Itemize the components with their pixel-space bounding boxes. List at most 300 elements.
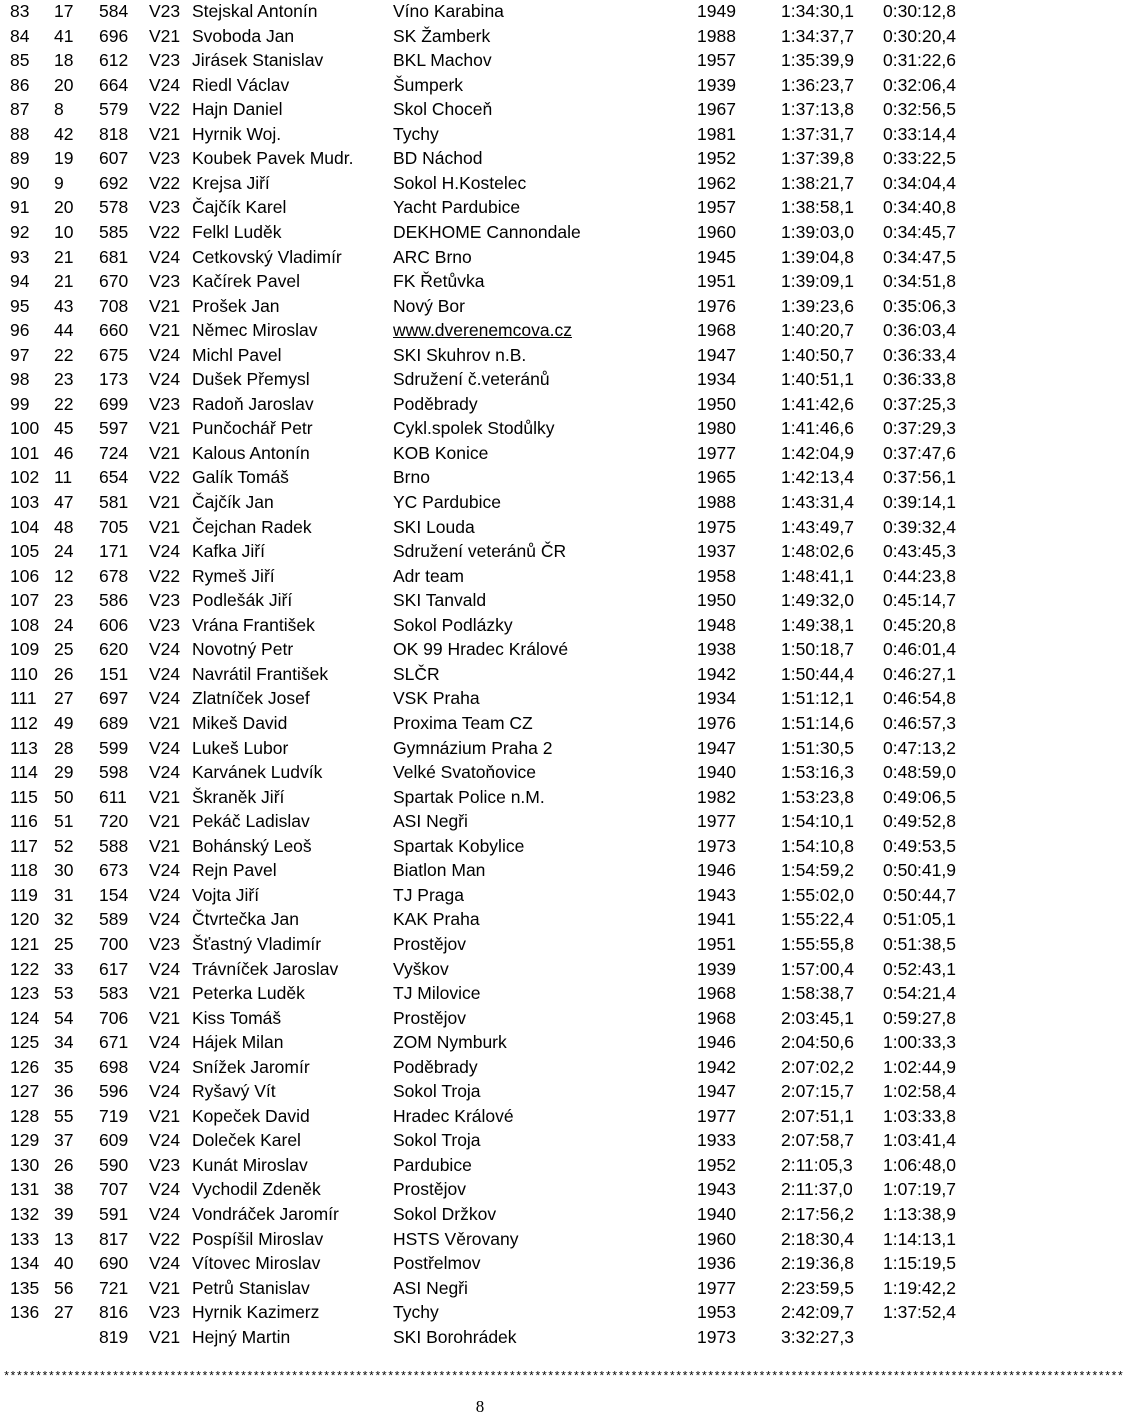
bib-number-cell: 590 — [99, 1154, 129, 1175]
age-category-cell: V24 — [149, 639, 181, 660]
finish-time-cell: 1:41:42,6 — [781, 393, 854, 414]
rank-cell: 131 — [10, 1179, 40, 1200]
age-category-cell: V23 — [149, 590, 181, 611]
finish-time-cell: 1:57:00,4 — [781, 958, 854, 979]
table-row — [0, 737, 960, 761]
rank-cell: 107 — [10, 590, 40, 611]
age-category-cell: V21 — [149, 320, 181, 341]
table-row — [0, 246, 960, 270]
time-behind-cell: 0:34:45,7 — [883, 222, 956, 242]
rank-cell: 91 — [10, 197, 30, 218]
competitor-name-cell: Krejsa Jiří — [192, 172, 270, 193]
birth-year-cell: 1976 — [697, 713, 736, 733]
bib-number-cell: 721 — [99, 1277, 129, 1298]
competitor-name-cell: Pospíšil Miroslav — [192, 1228, 324, 1249]
table-row — [0, 25, 960, 49]
club-cell: OK 99 Hradec Králové — [393, 639, 569, 660]
club-cell: Prostějov — [393, 1007, 466, 1028]
birth-year-cell: 1968 — [697, 1007, 736, 1028]
birth-year-cell: 1943 — [697, 884, 736, 905]
competitor-name-cell: Němec Miroslav — [192, 320, 318, 341]
category-rank-cell: 19 — [54, 148, 74, 169]
age-category-cell: V24 — [149, 1056, 181, 1077]
club-cell: Víno Karabina — [393, 1, 504, 21]
bib-number-cell: 696 — [99, 25, 129, 46]
rank-cell: 96 — [10, 320, 30, 341]
table-row — [0, 368, 960, 392]
age-category-cell: V24 — [149, 688, 181, 709]
rank-cell: 84 — [10, 25, 30, 46]
rank-cell: 93 — [10, 246, 30, 267]
competitor-name-cell: Jirásek Stanislav — [192, 50, 324, 71]
club-cell: ASI Negři — [393, 1277, 468, 1298]
birth-year-cell: 1938 — [697, 639, 736, 660]
table-row — [0, 1203, 960, 1227]
birth-year-cell: 1976 — [697, 295, 736, 316]
finish-time-cell: 2:19:36,8 — [781, 1253, 854, 1273]
rank-cell: 118 — [10, 860, 38, 881]
bib-number-cell: 708 — [99, 295, 129, 316]
category-rank-cell: 13 — [54, 1228, 74, 1249]
table-row — [0, 958, 960, 982]
finish-time-cell: 1:35:39,9 — [781, 50, 854, 71]
club-cell: HSTS Věrovany — [393, 1228, 519, 1249]
competitor-name-cell: Doleček Karel — [192, 1130, 301, 1151]
bib-number-cell: 597 — [99, 418, 129, 439]
birth-year-cell: 1947 — [697, 344, 736, 365]
category-rank-cell: 42 — [54, 123, 74, 144]
table-row — [0, 270, 960, 294]
club-cell: TJ Milovice — [393, 983, 481, 1003]
rank-cell: 88 — [10, 123, 30, 144]
age-category-cell: V21 — [149, 713, 181, 733]
category-rank-cell: 31 — [54, 884, 74, 905]
competitor-name-cell: Hajn Daniel — [192, 99, 283, 120]
time-behind-cell: 0:48:59,0 — [883, 762, 956, 783]
time-behind-cell: 1:14:13,1 — [883, 1228, 956, 1249]
time-behind-cell: 1:00:33,3 — [883, 1032, 956, 1053]
time-behind-cell: 0:37:29,3 — [883, 418, 956, 439]
club-cell: FK Řetůvka — [393, 271, 485, 292]
time-behind-cell: 1:06:48,0 — [883, 1154, 956, 1175]
rank-cell: 126 — [10, 1056, 40, 1077]
table-row — [0, 344, 960, 368]
finish-time-cell: 1:55:22,4 — [781, 909, 854, 930]
finish-time-cell: 1:37:13,8 — [781, 99, 854, 120]
time-behind-cell: 0:50:44,7 — [883, 884, 956, 905]
bib-number-cell: 719 — [99, 1105, 129, 1126]
table-row — [0, 712, 960, 736]
rank-cell: 129 — [10, 1130, 40, 1151]
birth-year-cell: 1950 — [697, 393, 736, 414]
finish-time-cell: 1:40:20,7 — [781, 320, 854, 341]
rank-cell: 119 — [10, 884, 38, 905]
finish-time-cell: 1:54:10,8 — [781, 835, 854, 856]
finish-time-cell: 1:43:31,4 — [781, 492, 854, 512]
birth-year-cell: 1952 — [697, 1154, 736, 1175]
finish-time-cell: 1:55:55,8 — [781, 933, 854, 954]
club-cell: Sokol Podlázky — [393, 614, 513, 635]
rank-cell: 87 — [10, 99, 30, 120]
time-behind-cell: 1:03:33,8 — [883, 1105, 956, 1126]
club-cell: VSK Praha — [393, 688, 480, 709]
club-cell: Adr team — [393, 565, 464, 586]
finish-time-cell: 1:55:02,0 — [781, 884, 854, 905]
time-behind-cell: 1:13:38,9 — [883, 1204, 956, 1224]
table-row — [0, 516, 960, 540]
finish-time-cell: 1:54:59,2 — [781, 860, 854, 881]
time-behind-cell: 0:35:06,3 — [883, 295, 956, 316]
bib-number-cell: 596 — [99, 1081, 129, 1102]
rank-cell: 85 — [10, 50, 30, 71]
age-category-cell: V23 — [149, 1, 181, 21]
bib-number-cell: 617 — [99, 958, 129, 979]
age-category-cell: V24 — [149, 860, 181, 881]
bib-number-cell: 724 — [99, 442, 129, 463]
age-category-cell: V23 — [149, 393, 181, 414]
rank-cell: 134 — [10, 1253, 40, 1273]
competitor-name-cell: Ryšavý Vít — [192, 1081, 276, 1102]
finish-time-cell: 1:51:12,1 — [781, 688, 854, 709]
birth-year-cell: 1939 — [697, 958, 736, 979]
table-row — [0, 884, 960, 908]
category-rank-cell: 41 — [54, 25, 74, 46]
bib-number-cell: 591 — [99, 1204, 129, 1224]
bib-number-cell: 612 — [99, 50, 129, 71]
age-category-cell: V24 — [149, 246, 181, 267]
age-category-cell: V21 — [149, 1007, 181, 1028]
birth-year-cell: 1942 — [697, 663, 736, 684]
birth-year-cell: 1958 — [697, 565, 736, 586]
birth-year-cell: 1977 — [697, 1105, 736, 1126]
competitor-name-cell: Podlešák Jiří — [192, 590, 293, 611]
age-category-cell: V23 — [149, 50, 181, 71]
category-rank-cell: 12 — [54, 565, 74, 586]
age-category-cell: V21 — [149, 25, 181, 46]
age-category-cell: V24 — [149, 909, 181, 930]
birth-year-cell: 1988 — [697, 492, 736, 512]
bib-number-cell: 817 — [99, 1228, 129, 1249]
time-behind-cell: 1:15:19,5 — [883, 1253, 956, 1273]
finish-time-cell: 1:39:04,8 — [781, 246, 854, 267]
finish-time-cell: 1:38:21,7 — [781, 172, 854, 193]
club-cell: Sokol Troja — [393, 1081, 481, 1102]
birth-year-cell: 1950 — [697, 590, 736, 611]
rank-cell: 105 — [10, 541, 40, 562]
category-rank-cell: 51 — [54, 811, 74, 832]
table-row — [0, 172, 960, 196]
birth-year-cell: 1968 — [697, 983, 736, 1003]
category-rank-cell: 20 — [54, 74, 74, 95]
club-cell: Poděbrady — [393, 393, 478, 414]
bib-number-cell: 586 — [99, 590, 129, 611]
club-cell: YC Pardubice — [393, 492, 501, 512]
age-category-cell: V21 — [149, 492, 181, 512]
age-category-cell: V24 — [149, 74, 181, 95]
bib-number-cell: 720 — [99, 811, 129, 832]
table-row — [0, 221, 960, 245]
rank-cell: 116 — [10, 811, 38, 832]
club-cell: ARC Brno — [393, 246, 472, 267]
finish-time-cell: 1:42:13,4 — [781, 467, 854, 488]
time-behind-cell: 1:37:52,4 — [883, 1302, 956, 1323]
time-behind-cell: 0:33:14,4 — [883, 123, 956, 144]
time-behind-cell: 0:34:51,8 — [883, 271, 956, 292]
time-behind-cell: 0:37:25,3 — [883, 393, 956, 414]
rank-cell: 83 — [10, 1, 30, 21]
age-category-cell: V24 — [149, 344, 181, 365]
rank-cell: 122 — [10, 958, 40, 979]
competitor-name-cell: Peterka Luděk — [192, 983, 305, 1003]
age-category-cell: V24 — [149, 1081, 181, 1102]
birth-year-cell: 1981 — [697, 123, 736, 144]
competitor-name-cell: Zlatníček Josef — [192, 688, 310, 709]
finish-time-cell: 1:53:23,8 — [781, 786, 854, 807]
competitor-name-cell: Bohánský Leoš — [192, 835, 312, 856]
rank-cell: 133 — [10, 1228, 40, 1249]
table-row — [0, 74, 960, 98]
table-row — [0, 1178, 960, 1202]
time-behind-cell: 0:47:13,2 — [883, 737, 956, 758]
table-row — [0, 982, 960, 1006]
age-category-cell: V24 — [149, 663, 181, 684]
bib-number-cell: 697 — [99, 688, 129, 709]
time-behind-cell: 0:30:12,8 — [883, 1, 956, 21]
finish-time-cell: 1:36:23,7 — [781, 74, 854, 95]
competitor-name-cell: Vítovec Miroslav — [192, 1253, 321, 1273]
finish-time-cell: 1:38:58,1 — [781, 197, 854, 218]
finish-time-cell: 2:07:51,1 — [781, 1105, 854, 1126]
category-rank-cell: 22 — [54, 344, 74, 365]
age-category-cell: V24 — [149, 541, 181, 562]
club-cell: SKI Borohrádek — [393, 1326, 517, 1347]
competitor-name-cell: Vychodil Zdeněk — [192, 1179, 321, 1200]
rank-cell: 130 — [10, 1154, 40, 1175]
competitor-name-cell: Čajčík Karel — [192, 197, 287, 218]
competitor-name-cell: Koubek Pavek Mudr. — [192, 148, 354, 169]
time-behind-cell: 1:03:41,4 — [883, 1130, 956, 1151]
club-cell: ZOM Nymburk — [393, 1032, 507, 1053]
table-row — [0, 540, 960, 564]
age-category-cell: V24 — [149, 762, 181, 783]
birth-year-cell: 1941 — [697, 909, 736, 930]
rank-cell: 111 — [10, 688, 37, 709]
bib-number-cell: 588 — [99, 835, 129, 856]
time-behind-cell: 0:30:20,4 — [883, 25, 956, 46]
bib-number-cell: 585 — [99, 222, 129, 242]
table-row — [0, 196, 960, 220]
birth-year-cell: 1977 — [697, 1277, 736, 1298]
finish-time-cell: 1:49:38,1 — [781, 614, 854, 635]
rank-cell: 94 — [10, 271, 30, 292]
club-cell: Sdružení č.veteránů — [393, 369, 550, 390]
bib-number-cell: 707 — [99, 1179, 129, 1200]
finish-time-cell: 1:48:41,1 — [781, 565, 854, 586]
club-cell: Poděbrady — [393, 1056, 478, 1077]
competitor-name-cell: Škraněk Jiří — [192, 786, 285, 807]
competitor-name-cell: Kopeček David — [192, 1105, 310, 1126]
table-row — [0, 589, 960, 613]
finish-time-cell: 1:48:02,6 — [781, 541, 854, 562]
competitor-name-cell: Čtvrtečka Jan — [192, 909, 299, 930]
age-category-cell: V23 — [149, 614, 181, 635]
category-rank-cell: 24 — [54, 614, 74, 635]
birth-year-cell: 1952 — [697, 148, 736, 169]
finish-time-cell: 1:50:18,7 — [781, 639, 854, 660]
finish-time-cell: 1:43:49,7 — [781, 516, 854, 537]
finish-time-cell: 1:51:30,5 — [781, 737, 854, 758]
finish-time-cell: 1:50:44,4 — [781, 663, 854, 684]
bib-number-cell: 692 — [99, 172, 129, 193]
time-behind-cell: 0:51:05,1 — [883, 909, 956, 930]
bib-number-cell: 700 — [99, 933, 129, 954]
time-behind-cell: 0:44:23,8 — [883, 565, 956, 586]
competitor-name-cell: Šťastný Vladimír — [192, 933, 322, 954]
bib-number-cell: 671 — [99, 1032, 129, 1053]
table-row — [0, 1154, 960, 1178]
competitor-name-cell: Čajčík Jan — [192, 492, 274, 512]
rank-cell: 110 — [10, 663, 38, 684]
time-behind-cell: 0:49:06,5 — [883, 786, 956, 807]
competitor-name-cell: Radoň Jaroslav — [192, 393, 314, 414]
rank-cell: 135 — [10, 1277, 40, 1298]
birth-year-cell: 1953 — [697, 1302, 736, 1323]
table-row — [0, 442, 960, 466]
time-behind-cell: 0:49:53,5 — [883, 835, 956, 856]
competitor-name-cell: Riedl Václav — [192, 74, 290, 95]
category-rank-cell: 27 — [54, 1302, 74, 1323]
bib-number-cell: 599 — [99, 737, 129, 758]
rank-cell: 113 — [10, 737, 38, 758]
bib-number-cell: 699 — [99, 393, 129, 414]
age-category-cell: V22 — [149, 99, 181, 120]
birth-year-cell: 1949 — [697, 1, 736, 21]
time-behind-cell: 0:46:01,4 — [883, 639, 956, 660]
page-number: 8 — [475, 1397, 485, 1416]
time-behind-cell: 0:34:40,8 — [883, 197, 956, 218]
club-link[interactable]: www.dverenemcova.cz — [393, 320, 572, 341]
time-behind-cell: 0:43:45,3 — [883, 541, 956, 562]
finish-time-cell: 2:42:09,7 — [781, 1302, 854, 1323]
birth-year-cell: 1988 — [697, 25, 736, 46]
table-row — [0, 687, 960, 711]
age-category-cell: V21 — [149, 1277, 181, 1298]
category-rank-cell: 27 — [54, 688, 74, 709]
competitor-name-cell: Trávníček Jaroslav — [192, 958, 339, 979]
time-behind-cell: 1:02:44,9 — [883, 1056, 956, 1077]
club-cell: Sokol Držkov — [393, 1204, 497, 1224]
finish-time-cell: 1:51:14,6 — [781, 713, 854, 733]
category-rank-cell: 25 — [54, 639, 74, 660]
finish-time-cell: 2:03:45,1 — [781, 1007, 854, 1028]
birth-year-cell: 1980 — [697, 418, 736, 439]
birth-year-cell: 1939 — [697, 74, 736, 95]
table-row — [0, 295, 960, 319]
table-row — [0, 147, 960, 171]
bib-number-cell: 670 — [99, 271, 129, 292]
table-row — [0, 786, 960, 810]
rank-cell: 103 — [10, 492, 40, 512]
table-row — [0, 1301, 960, 1325]
finish-time-cell: 2:18:30,4 — [781, 1228, 854, 1249]
club-cell: Cykl.spolek Stodůlky — [393, 418, 555, 439]
birth-year-cell: 1951 — [697, 271, 736, 292]
competitor-name-cell: Hyrnik Woj. — [192, 123, 282, 144]
finish-time-cell: 1:41:46,6 — [781, 418, 854, 439]
table-row — [0, 393, 960, 417]
category-rank-cell: 28 — [54, 737, 74, 758]
table-row — [0, 417, 960, 441]
birth-year-cell: 1936 — [697, 1253, 736, 1273]
bib-number-cell: 584 — [99, 1, 129, 21]
birth-year-cell: 1934 — [697, 369, 736, 390]
time-behind-cell: 0:37:56,1 — [883, 467, 956, 488]
finish-time-cell: 1:34:37,7 — [781, 25, 854, 46]
club-cell: Nový Bor — [393, 295, 465, 316]
age-category-cell: V24 — [149, 958, 181, 979]
category-rank-cell: 35 — [54, 1056, 74, 1077]
rank-cell: 124 — [10, 1007, 40, 1028]
competitor-name-cell: Vojta Jiří — [192, 884, 260, 905]
club-cell: Sdružení veteránů ČR — [393, 541, 567, 562]
finish-time-cell: 2:07:02,2 — [781, 1056, 854, 1077]
birth-year-cell: 1977 — [697, 442, 736, 463]
birth-year-cell: 1951 — [697, 933, 736, 954]
club-cell: Tychy — [393, 123, 439, 144]
age-category-cell: V23 — [149, 148, 181, 169]
table-row — [0, 663, 960, 687]
birth-year-cell: 1982 — [697, 786, 736, 807]
bib-number-cell: 171 — [99, 541, 129, 562]
finish-time-cell: 1:37:39,8 — [781, 148, 854, 169]
category-rank-cell: 47 — [54, 492, 74, 512]
club-cell: Prostějov — [393, 933, 466, 954]
category-rank-cell: 43 — [54, 295, 74, 316]
category-rank-cell: 52 — [54, 835, 74, 856]
age-category-cell: V21 — [149, 418, 181, 439]
rank-cell: 112 — [10, 713, 38, 733]
table-row — [0, 466, 960, 490]
age-category-cell: V21 — [149, 123, 181, 144]
rank-cell: 127 — [10, 1081, 40, 1102]
time-behind-cell: 0:32:56,5 — [883, 99, 956, 120]
table-row — [0, 1056, 960, 1080]
category-rank-cell: 50 — [54, 786, 74, 807]
rank-cell: 120 — [10, 909, 40, 930]
club-cell: SK Žamberk — [393, 25, 491, 46]
category-rank-cell: 38 — [54, 1179, 74, 1200]
time-behind-cell: 0:52:43,1 — [883, 958, 956, 979]
time-behind-cell: 0:46:57,3 — [883, 713, 956, 733]
table-row — [0, 1129, 960, 1153]
birth-year-cell: 1973 — [697, 835, 736, 856]
category-rank-cell: 44 — [54, 320, 74, 341]
category-rank-cell: 10 — [54, 222, 74, 242]
finish-time-cell: 2:07:15,7 — [781, 1081, 854, 1102]
finish-time-cell: 1:37:31,7 — [781, 123, 854, 144]
rank-cell: 101 — [10, 442, 40, 463]
club-cell: DEKHOME Cannondale — [393, 222, 581, 242]
competitor-name-cell: Michl Pavel — [192, 344, 282, 365]
table-row — [0, 491, 960, 515]
competitor-name-cell: Karvánek Ludvík — [192, 762, 323, 783]
category-rank-cell: 24 — [54, 541, 74, 562]
age-category-cell: V23 — [149, 1302, 181, 1323]
birth-year-cell: 1937 — [697, 541, 736, 562]
age-category-cell: V21 — [149, 983, 181, 1003]
category-rank-cell: 9 — [54, 172, 64, 193]
time-behind-cell: 0:37:47,6 — [883, 442, 956, 463]
